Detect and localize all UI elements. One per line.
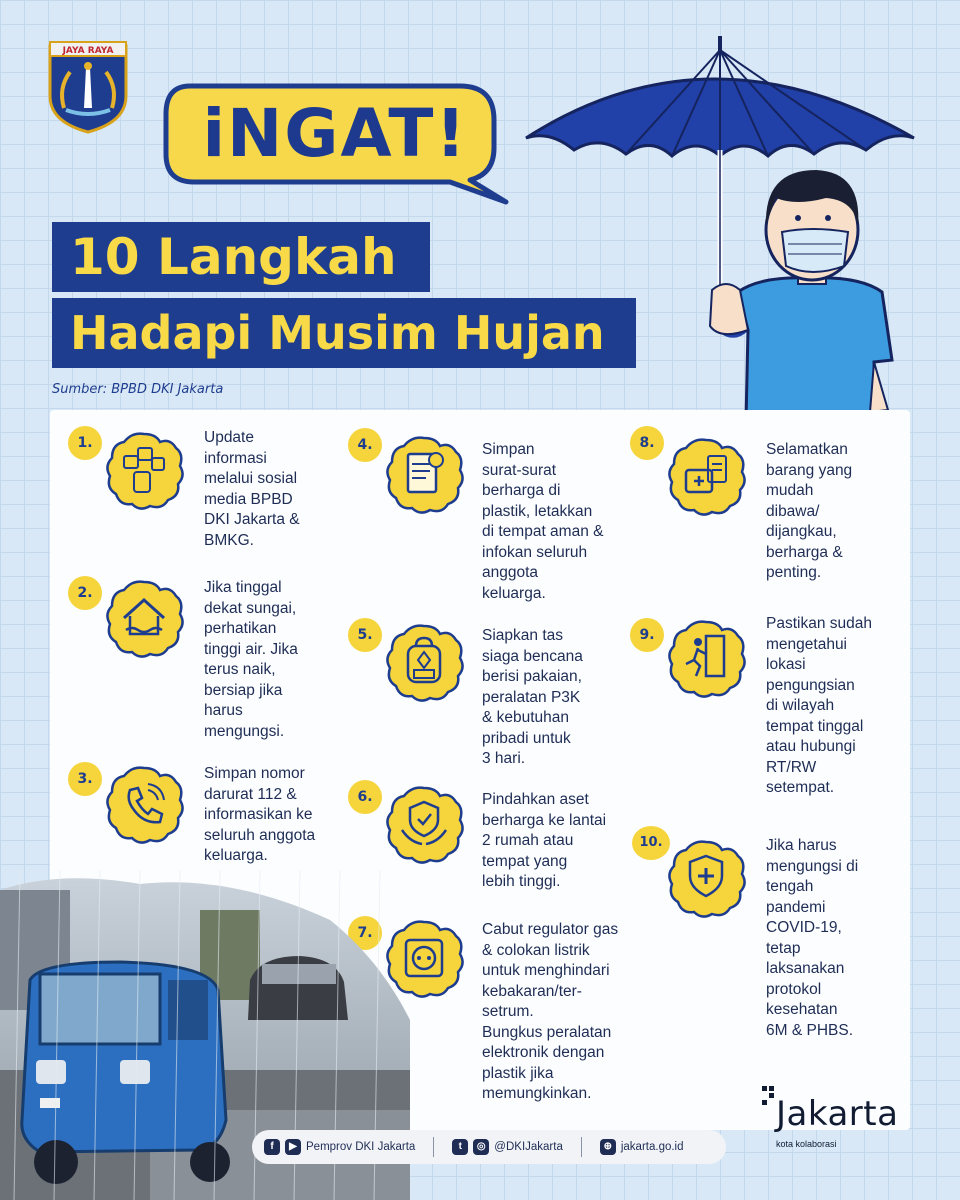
step-number: 6.	[348, 780, 382, 814]
step-5-text: Siapkan tas siaga bencana berisi pakaian, peralatan P3K & kebutuhan pribadi untuk 3 hari.	[482, 627, 583, 767]
step-7-text: Cabut regulator gas & colokan listrik untuk menghindari kebakaran/ter- setrum. Bungkus peralatan elektronik dengan plastik jika memungkinkan.	[482, 921, 619, 1102]
footer-divider	[581, 1137, 582, 1157]
source-caption: Sumber: BPBD DKI Jakarta	[52, 382, 224, 397]
footer-website[interactable]	[600, 1139, 684, 1155]
youtube-icon: ▶	[285, 1139, 301, 1155]
step-number: 8.	[630, 426, 664, 460]
step-8-text: Selamatkan barang yang mudah dibawa/ dijangkau, berharga & penting.	[766, 441, 853, 581]
step-1-text: Update informasi melalui sosial media BPBD DKI Jakarta & BMKG.	[204, 429, 300, 549]
footer-facebook-handle: Pemprov DKI Jakarta	[306, 1141, 416, 1153]
facebook-icon: f	[264, 1139, 280, 1155]
step-number: 4.	[348, 428, 382, 462]
health-shield-icon	[666, 838, 746, 918]
footer-website-url: jakarta.go.id	[620, 1141, 684, 1153]
globe-icon: ⊕	[600, 1139, 616, 1155]
step-number: 2.	[68, 576, 102, 610]
step-number: 1.	[68, 426, 102, 460]
step-number: 7.	[348, 916, 382, 950]
backpack-icon	[384, 622, 464, 702]
step-6-text: Pindahkan aset berharga ke lantai 2 rumah atau tempat yang lebih tinggi.	[482, 791, 607, 890]
phone-icon	[104, 764, 184, 844]
step-2-text: Jika tinggal dekat sungai, perhatikan tinggi air. Jika terus naik, bersiap jika harus mengungsi.	[204, 579, 298, 740]
flooded-house-icon	[104, 578, 184, 658]
footer-twitter-handle: @DKIJakarta	[494, 1141, 563, 1153]
shield-hands-icon	[384, 784, 464, 864]
instagram-icon: ◎	[473, 1139, 489, 1155]
step-number: 5.	[348, 618, 382, 652]
step-number: 3.	[68, 762, 102, 796]
brand-tagline: kota kolaborasi	[776, 1139, 837, 1149]
social-media-icon	[104, 430, 184, 510]
step-10-text: Jika harus mengungsi di tengah pandemi COVID-19, tetap laksanakan protokol kesehatan 6M & PHBS.	[766, 837, 859, 1039]
jakarta-crest-logo	[44, 38, 132, 134]
social-footer	[252, 1130, 726, 1164]
svg-text:JAYA RAYA: JAYA RAYA	[62, 46, 114, 56]
step-4-text: Simpan surat-surat berharga di plastik, letakkan di tempat aman & infokan seluruh anggota keluarga.	[482, 441, 604, 602]
jakarta-logo-mark	[762, 1086, 776, 1116]
title-line-1: 10 Langkah	[52, 222, 430, 292]
evacuation-exit-icon	[666, 618, 746, 698]
step-number: 9.	[630, 618, 664, 652]
step-9-text: Pastikan sudah mengetahui lokasi pengungsian di wilayah tempat tinggal atau hubungi RT/RW setempat.	[766, 615, 872, 796]
footer-facebook-youtube[interactable]	[264, 1139, 415, 1155]
step-3-text: Simpan nomor darurat 112 & informasikan ke seluruh anggota keluarga.	[204, 765, 316, 864]
title-line-2: Hadapi Musim Hujan	[52, 298, 636, 368]
step-number: 10.	[632, 826, 670, 860]
footer-divider	[433, 1137, 434, 1157]
person-with-umbrella-illustration	[510, 30, 930, 420]
footer-twitter-instagram[interactable]	[452, 1139, 563, 1155]
ingat-heading: iNGAT!	[202, 95, 468, 172]
documents-icon	[384, 434, 464, 514]
twitter-icon: t	[452, 1139, 468, 1155]
brand-name: Jakarta	[776, 1094, 899, 1134]
first-aid-kit-icon	[666, 436, 746, 516]
